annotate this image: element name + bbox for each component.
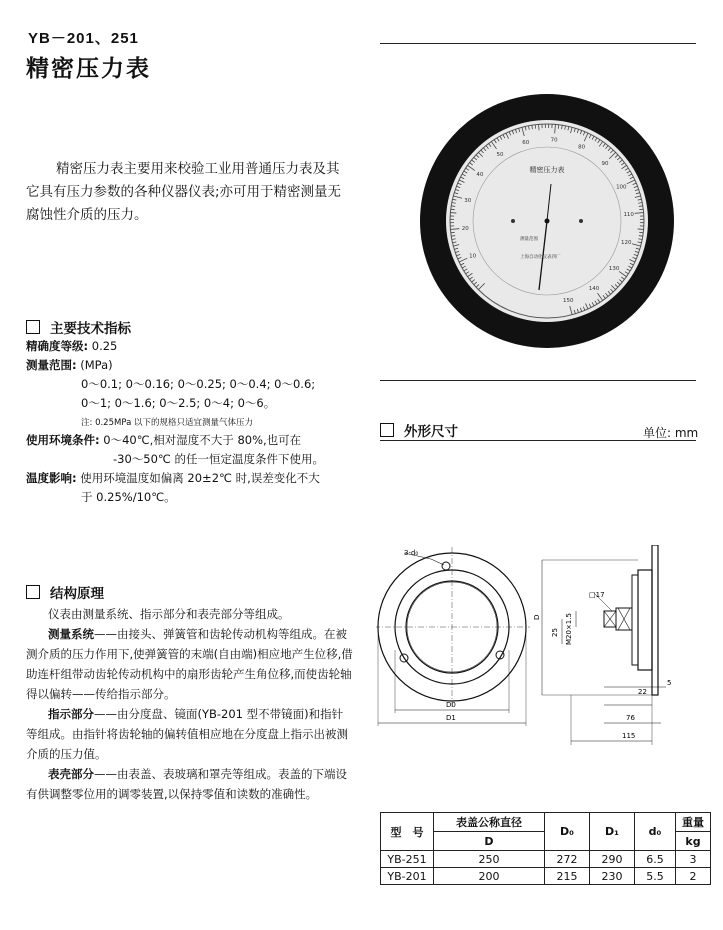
checkbox-icon [380,423,394,437]
holes-label: 3-d₀ [404,549,419,557]
env-line-1: 0～40℃,相对湿度不大于 80%,也可在 [103,433,302,447]
dimensions-table [380,812,711,885]
dim-115: 115 [622,732,636,740]
temp-label: 温度影响: [26,471,77,485]
accuracy-value: 0.25 [91,339,118,353]
structure-heading-text: 结构原理 [50,586,104,602]
specs-heading [26,317,131,337]
dial-number: 110 [623,211,634,218]
structure-p1: 仪表由测量系统、指示部分和表壳部分等组成。 [48,607,290,621]
checkbox-icon [26,585,40,599]
dial-number: 40 [476,171,484,178]
cell-model: YB-201 [381,868,434,885]
table-row [381,851,711,868]
dim-d1: D1 [446,714,456,722]
th-model: 型 号 [381,813,434,851]
range-row [26,356,113,375]
cell-d0: 272 [545,851,590,868]
temp-line-2: 于 0.25%/10℃。 [81,490,176,504]
dial-tick [539,124,540,130]
dim-5: 5 [667,679,672,687]
structure-heading [26,582,104,602]
cell-d1: 230 [590,868,635,885]
th-d1: D₁ [590,813,635,851]
structure-p2-text: ——由接头、弹簧管和齿轮传动机构等组成。在被测介质的压力作用下,使弹簧管的末端(自由端)相应地产生位移,借助连杆组带动齿轮传动机构中的扇形齿轮产生角位移,而使齿轮轴得以偏转——传给指示部分。 [26,627,353,701]
temp-row [26,469,320,488]
structure-p2 [26,624,354,704]
th-weight: 重量 [676,813,711,832]
cell-d: 200 [434,868,545,885]
accuracy-label: 精确度等级: [26,339,89,353]
divider-top [380,43,696,44]
th-small-d0: d₀ [635,813,676,851]
gauge-face-label: 测量范围 [520,237,538,242]
dim-25: 25 [551,628,559,637]
gauge-face-title: 精密压力表 [529,166,565,174]
cell-weight: 2 [676,868,711,885]
technical-drawing [376,545,696,755]
dim-22: 22 [638,688,647,696]
dial-number: 50 [496,151,504,158]
temp-line-1: 使用环境温度如偏离 20±2℃ 时,误差变化不大 [80,471,320,485]
dial-number: 70 [550,137,558,144]
dial-number: 130 [608,266,620,273]
unit-label: 单位: mm [643,426,699,440]
cell-small-d0: 6.5 [635,851,676,868]
dial-number: 120 [620,240,632,247]
model-number: YB－201、251 [28,30,139,47]
dial-tick [638,229,644,230]
page-title: 精密压力表 [26,56,151,82]
range-values-1: 0～0.1; 0～0.16; 0～0.25; 0～0.4; 0～0.6; [81,377,316,391]
env-line-2: -30～50℃ 的任一恒定温度条件下使用。 [113,452,324,466]
structure-p4-label: 表壳部分 [48,767,94,781]
dial-number: 20 [461,226,469,233]
dim-d0: D0 [446,701,456,709]
env-label: 使用环境条件: [26,433,100,447]
table-row [381,868,711,885]
dial-number: 60 [522,139,530,146]
dial-number: 150 [562,298,574,305]
specs-heading-text: 主要技术指标 [50,321,131,337]
intro-paragraph: 精密压力表主要用来校验工业用普通压力表及其它具有压力参数的各种仪器仪表;亦可用于精密测量无腐蚀性介质的压力。 [26,161,342,223]
structure-p3-text: ——由分度盘、镜面(YB-201 型不带镜面)和指针等组成。由指针将齿轮轴的偏转值相应地在分度盘上指示出被测介质的压力值。 [26,707,348,761]
checkbox-icon [26,320,40,334]
cell-d0: 215 [545,868,590,885]
structure-text [26,604,354,804]
dimensions-heading-text: 外形尺寸 [404,424,458,440]
cell-d1: 290 [590,851,635,868]
range-label: 测量范围: [26,358,77,372]
structure-p2-label: 测量系统 [48,627,94,641]
thread-label: M20×1.5 [565,613,573,645]
dial-number: 80 [578,144,586,151]
structure-p3-label: 指示部分 [48,707,94,721]
dial-number: 90 [601,161,609,168]
dial-number: 140 [588,286,600,293]
side-view [542,545,666,745]
dial-number: 100 [616,184,627,191]
range-unit: (MPa) [80,358,113,372]
dim-76: 76 [626,714,635,722]
dimensions-heading [380,420,458,440]
structure-p3 [26,704,354,764]
cell-weight: 3 [676,851,711,868]
cell-small-d0: 5.5 [635,868,676,885]
env-row [26,431,301,450]
th-d: D [434,832,545,851]
dial-number: 10 [469,253,477,260]
front-view [376,547,530,726]
divider-dimensions [380,440,696,441]
gauge-photo [418,92,676,350]
th-cover: 表盖公称直径 [434,813,545,832]
square-label: □17 [589,591,605,599]
th-d0: D₀ [545,813,590,851]
dial-tick [450,213,456,214]
structure-p4-text: ——由表盖、表玻璃和罩壳等组成。表盖的下端设有供调整零位用的调零装置,以保持零值和读数的准确性。 [26,767,347,801]
dim-d: D [533,614,541,620]
range-values-2: 0～1; 0～1.6; 0～2.5; 0～4; 0～6。 [81,396,276,410]
range-note: 注: 0.25MPa 以下的规格只适宜测量气体压力 [81,418,253,428]
cell-d: 250 [434,851,545,868]
accuracy-row [26,337,117,356]
dial-number: 30 [464,197,472,204]
structure-p4 [26,764,354,804]
divider-middle [380,380,696,381]
gauge-maker-label: 上海自动化仪表四厂 [520,255,561,260]
th-kg: kg [676,832,711,851]
cell-model: YB-251 [381,851,434,868]
